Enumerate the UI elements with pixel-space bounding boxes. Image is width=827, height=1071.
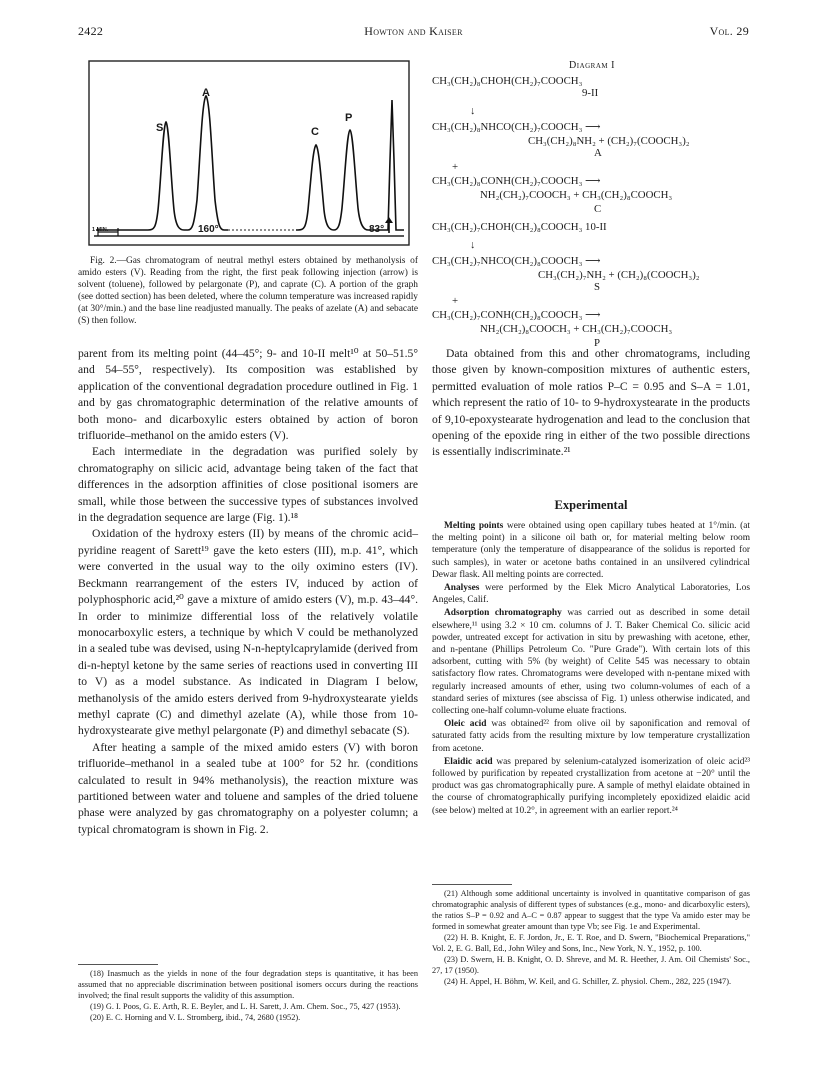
- left-footnotes: [78, 968, 418, 1023]
- footnote: (24) H. Appel, H. Böhm, W. Keil, and G. Schiller, Z. physiol. Chem., 282, 225 (1947).: [444, 977, 732, 986]
- diagram-line: S: [594, 281, 601, 293]
- peak-label-s: S: [156, 122, 164, 134]
- paragraph: After heating a sample of the mixed amido esters (V) with boron trifluoride–methanol in a sealed tube at 100° for 52 hr. (conditions calculated to result in 94% methanolysis), the reaction mixture was partitioned between water and toluene and samples of the dried toluene phase were analyzed by gas chromatography on a polyester column; a typical chromatogram is shown in Fig. 2.: [78, 740, 418, 836]
- right-footnotes: [432, 888, 750, 987]
- chromatogram-trace: [96, 96, 404, 230]
- paragraph: Each intermediate in the degradation was purified solely by chromatography on silicic acid, advantage being taken of the fact that differences in the adsorption affinities of close positional isomers are small, while those between the successive types of substances involved in the degradation sequence are large (Fig. 1).¹⁸: [78, 445, 418, 525]
- paragraph: parent from its melting point (44–45°; 9- and 10-II melt¹⁰ at 50–51.5° and 54–55°, respectively). Its composition was established by application of the conventional degradation procedure outlined in Fig. 1 and by gas chromatographic determination of the relative amounts of both mono- and dicarboxylic esters obtained by action of boron trifluoride–methanol on the amido esters (V).: [78, 347, 418, 443]
- diagram-title: Diagram I: [569, 60, 615, 71]
- paragraph: Elaidic acid was prepared by selenium-catalyzed isomerization of oleic acid²³ followed by purification by repeated crystallization from acetone at −20° until the product was gas chromatographically pure. A sample of methyl elaidate obtained in the course of chromatographically purifying incompletely epoxidized elaidic acid (see below) melted at 10.2°, in agreement with an earlier report.²⁴: [432, 756, 750, 816]
- page-number: 2422: [78, 24, 104, 38]
- paragraph: Data obtained from this and other chromatograms, including those given by known-composition mixtures of authentic esters, permitted evaluation of mole ratios P–C = 0.95 and S–A = 1.01, which represent the ratio of 10- to 9-hydroxystearate in the products of 9,10-epoxystearate hydrogenation and lead to the conclusion that opening of the epoxide ring in either of the two possible directions is essentially indiscriminate.²¹: [432, 347, 750, 459]
- peak-label-a: A: [202, 87, 210, 99]
- footnote: (22) H. B. Knight, E. F. Jordon, Jr., E. T. Roe, and D. Swern, "Biochemical Preparations," Vol. 2, E. G. Ball, Ed., John Wiley and Sons, Inc., New York, N. Y., 1952, p. 100.: [432, 933, 750, 953]
- diagram-line: CH₃(CH₂)₇CHOH(CH₂)₈COOCH₃ 10-II: [432, 221, 607, 233]
- figure-caption: Fig. 2.—Gas chromatogram of neutral methyl esters obtained by methanolysis of amido esters (V). Reading from the right, the first peak following injection (arrow) is solvent (toluene), followed by pelargonate (P), and caprate (C). A portion of the graph (see dotted section) has been deleted, where the column temperature was increased rapidly (at 30°/min.) and the base line readjusted manually. The peaks of azelate (A) and sebacate (S) then follow.: [78, 256, 418, 326]
- diagram-line: P: [594, 337, 601, 349]
- footnote-rule: [78, 964, 158, 965]
- footnote: (19) G. I. Poos, G. E. Arth, R. E. Beyler, and L. H. Sarett, J. Am. Chem. Soc., 75, 427 (1953).: [90, 1002, 401, 1011]
- paragraph: Oxidation of the hydroxy esters (II) by means of the chromic acid–pyridine reagent of Sarett¹⁹ gave the keto esters (III), m.p. 41°, which were converted in the usual way to the oily oximino esters (IV). Beckmann rearrangement of the esters IV, induced by action of polyphosphoric acid,²⁰ gave a mixture of amido esters (V), m.p. 43–44°. In order to minimize differential loss of the relatively volatile monocarboxylic esters, a technique by which V could be methanolyzed in a sealed tube was devised, using N-n-heptylcaprylamide (derived from di-n-heptyl ketone by the same series of reactions used in converting III to V) as a model substance. As indicated in Diagram I below, methanolysis of the amido esters derived from 9-hydroxystearate yields methyl caprate (C) and dimethyl azelate (A), while those from 10-hydroxystearate give methyl pelargonate (P) and dimethyl sebacate (S).: [78, 527, 418, 738]
- peak-label-c: C: [311, 126, 319, 138]
- diagram-line: CH₃(CH₂)₈NH₂ + (CH₂)₇(COOCH₃)₂: [528, 135, 690, 147]
- running-authors: Howton and Kaiser: [364, 24, 463, 38]
- diagram-line: A: [594, 147, 602, 159]
- chromatogram-figure: [88, 60, 410, 250]
- paragraph: Analyses were performed by the Elek Micro Analytical Laboratories, Los Angeles, Calif.: [432, 583, 750, 606]
- footnote: (20) E. C. Horning and V. L. Stromberg, ibid., 74, 2680 (1952).: [90, 1013, 301, 1022]
- diagram-i: [432, 60, 752, 370]
- left-column-body: [78, 346, 418, 838]
- footnote: (23) D. Swern, H. B. Knight, O. D. Shreve, and M. R. Heether, J. Am. Oil Chemists' Soc., 27, 17 (1950).: [432, 955, 750, 975]
- volume-label: Vol. 29: [709, 24, 749, 38]
- paragraph: Adsorption chromatography was carried out as described in some detail elsewhere,¹¹ using 3.2 × 10 cm. columns of J. T. Baker Chemical Co. silicic acid powder, untreated except for activation in situ by prewashing with acetone, ether, and n-pentane (Phillips Petroleum Co. "Pure Grade"). With certain lots of this adsorbent, cutting with 5% (by weight) of Celite 545 was necessary to obtain satisfactory flow rates. Chromatograms were developed with n-pentane mixed with regularly increased amounts of ether, using two column-volumes of each of a standard series of mixtures (see abscissa of Fig. 1) unless otherwise indicated, and collecting one-half column-volume eluate fractions.: [432, 608, 750, 717]
- diagram-line: CH₃(CH₂)₇NHCO(CH₂)₈COOCH₃ ⟶: [432, 255, 601, 267]
- figure-frame: [89, 61, 409, 245]
- footnote: (21) Although some additional uncertainty is involved in quantitative comparison of gas chromatographic analysis of different types of substances (e.g., mono- and dicarboxylic esters), the ratios S–P = 0.92 and A–C = 0.87 appear to suggest that the type Va amido ester may be formed in somewhat greater amount than type Vb; see Fig. 1e and Experimental.: [432, 889, 750, 931]
- section-title: Experimental: [554, 498, 628, 512]
- diagram-line: C: [594, 203, 602, 215]
- paragraph: Oleic acid was obtained²² from olive oil by saponification and removal of saturated fatty acids from the resulting mixture by low temperature crystallization from acetone.: [432, 719, 750, 754]
- experimental-body: [432, 520, 750, 818]
- diagram-line: NH₂(CH₂)₇COOCH₃ + CH₃(CH₂)₈COOCH₃: [480, 189, 673, 201]
- diagram-arrow-icon: ↓: [470, 105, 476, 117]
- diagram-line: +: [452, 295, 459, 307]
- temperature-right: 83°: [369, 224, 385, 235]
- paragraph: Melting points were obtained using open capillary tubes heated at 1°/min. (at the melting point) in a silicone oil bath or, for material melting below room temperature (only the temperature of disappearance of the solidus is reported for such samples), in water or acetone baths contained in an unsilvered cylindrical Dewar flask. All melting points are corrected.: [432, 521, 750, 580]
- diagram-line: CH₃(CH₂)₈CONH(CH₂)₇COOCH₃ ⟶: [432, 175, 601, 187]
- diagram-line: +: [452, 161, 459, 173]
- peak-label-p: P: [345, 112, 353, 124]
- scale-label: 1 MIN.: [92, 227, 109, 233]
- diagram-line: CH₃(CH₂)₈NHCO(CH₂)₇COOCH₃ ⟶: [432, 121, 601, 133]
- temperature-left: 160°: [198, 224, 219, 235]
- footnote: (18) Inasmuch as the yields in none of the four degradation steps is quantitative, it has been assumed that no appreciable discrimination between positional isomers occurs during the reactions involved; the final result supports the validity of this assumption.: [78, 969, 418, 1000]
- diagram-line: CH₃(CH₂)₈CHOH(CH₂)₇COOCH₃: [432, 75, 583, 87]
- diagram-line: CH₃(CH₂)₇NH₂ + (CH₂)₈(COOCH₃)₂: [538, 269, 700, 281]
- diagram-line: 9-II: [582, 87, 599, 99]
- diagram-arrow-icon: ↓: [470, 239, 476, 251]
- footnote-rule: [432, 884, 512, 885]
- right-column-intro: [432, 346, 750, 461]
- diagram-line: NH₂(CH₂)₈COOCH₃ + CH₃(CH₂)₇COOCH₃: [480, 323, 673, 335]
- diagram-line: CH₃(CH₂)₇CONH(CH₂)₈COOCH₃ ⟶: [432, 309, 601, 321]
